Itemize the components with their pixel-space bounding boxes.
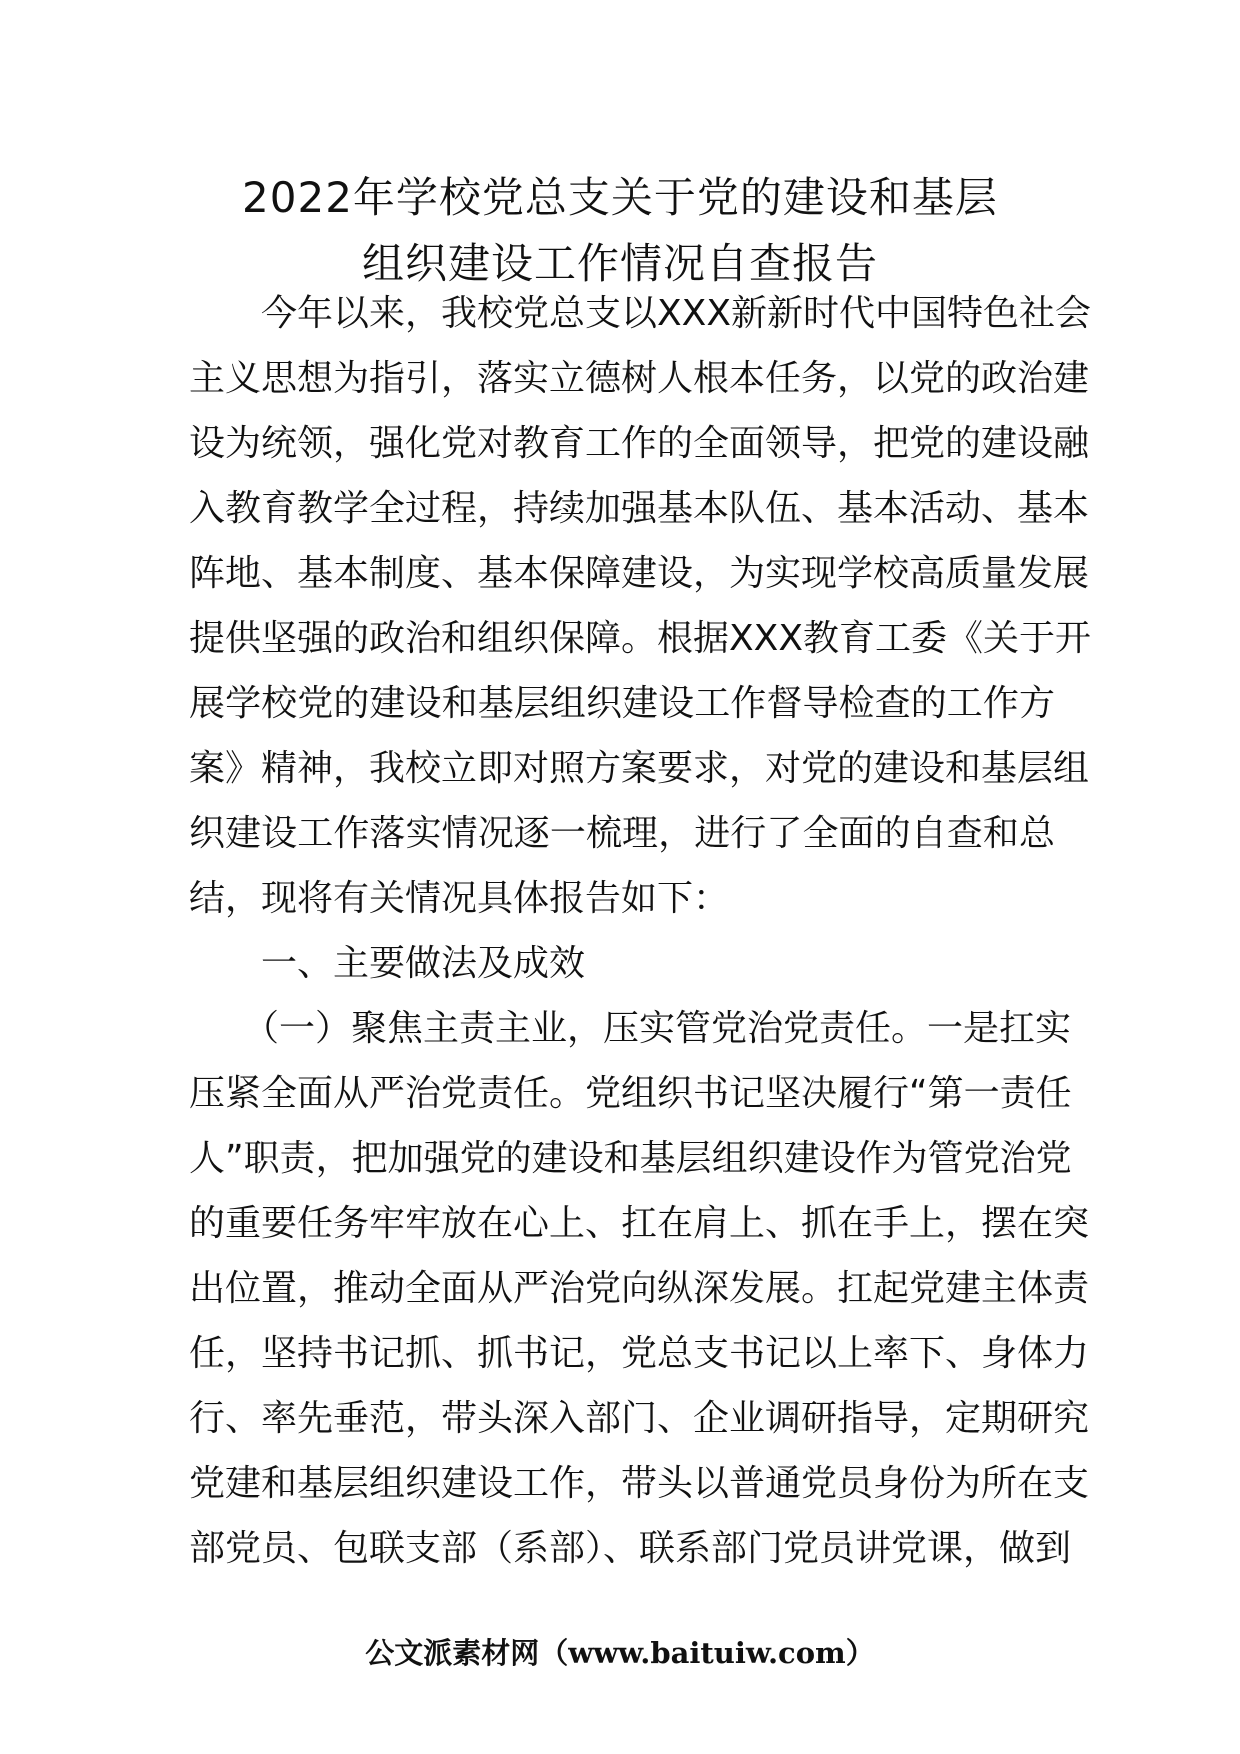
body-line: 的重要任务牢牢放在心上、扛在肩上、抓在手上，摆在突 <box>189 1203 1090 1244</box>
body-line: 展学校党的建设和基层组织建设工作督导检查的工作方 <box>189 683 1055 724</box>
footer-watermark: 公文派素材网（www.baituiw.com） <box>365 1636 875 1670</box>
body-line: 今年以来，我校党总支以XXX新新时代中国特色社会 <box>189 293 1091 334</box>
body-line: 压紧全面从严治党责任。党组织书记坚决履行“第一责任 <box>189 1073 1072 1114</box>
body-line: 出位置，推动全面从严治党向纵深发展。扛起党建主体责 <box>189 1268 1090 1309</box>
body-line: 入教育教学全过程，持续加强基本队伍、基本活动、基本 <box>189 488 1090 529</box>
section-heading: 一、主要做法及成效 <box>189 943 586 984</box>
body-line: 提供坚强的政治和组织保障。根据XXX教育工委《关于开 <box>189 618 1091 659</box>
document-title-line-2: 组织建设工作情况自查报告 <box>361 239 878 288</box>
body-line: 党建和基层组织建设工作，带头以普通党员身份为所在支 <box>189 1463 1090 1504</box>
body-line: 阵地、基本制度、基本保障建设，为实现学校高质量发展 <box>189 553 1090 594</box>
body-line: 结，现将有关情况具体报告如下： <box>189 878 730 919</box>
body-line: 任，坚持书记抓、抓书记，党总支书记以上率下、身体力 <box>189 1333 1090 1374</box>
body-line: 案》精神，我校立即对照方案要求，对党的建设和基层组 <box>189 748 1090 789</box>
body-line: 部党员、包联支部（系部）、联系部门党员讲党课，做到 <box>189 1528 1072 1569</box>
document-title-line-1: 2022年学校党总支关于党的建设和基层 <box>242 173 998 222</box>
body-line: （一）聚焦主责主业，压实管党治党责任。一是扛实 <box>189 1008 1072 1049</box>
body-line: 行、率先垂范，带头深入部门、企业调研指导，定期研究 <box>189 1398 1090 1439</box>
body-line: 主义思想为指引，落实立德树人根本任务，以党的政治建 <box>189 358 1090 399</box>
body-line: 人”职责，把加强党的建设和基层组织建设作为管党治党 <box>189 1138 1072 1179</box>
body-line: 设为统领，强化党对教育工作的全面领导，把党的建设融 <box>189 423 1090 464</box>
body-line: 织建设工作落实情况逐一梳理，进行了全面的自查和总 <box>189 813 1055 854</box>
